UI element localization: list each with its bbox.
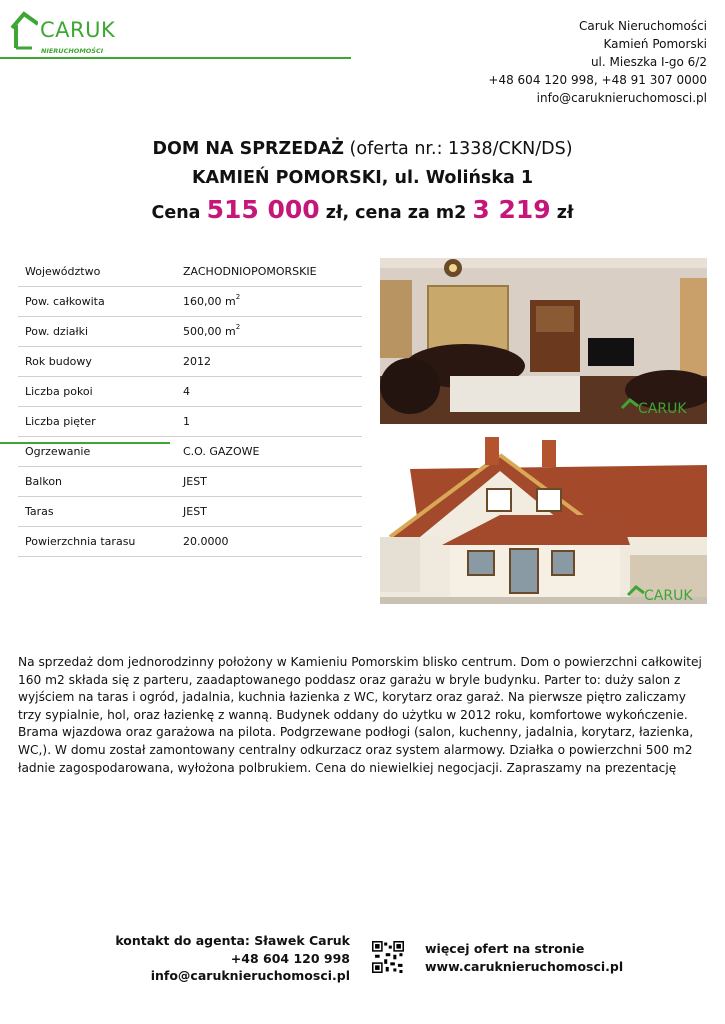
company-info [488, 17, 707, 107]
photo2-watermark: CARUK [644, 588, 693, 604]
company-name: Caruk Nieruchomości [578, 19, 707, 33]
table-row [18, 317, 362, 347]
detail-label: Liczba pokoi [25, 385, 93, 398]
detail-value: 2012 [183, 355, 211, 368]
price-per-m2-unit: zł [556, 203, 574, 223]
table-row [18, 497, 362, 527]
logo-name: CARUK [40, 18, 116, 42]
company-phones: +48 604 120 998, +48 91 307 0000 [488, 73, 707, 87]
table-row [18, 257, 362, 287]
price-label: Cena [151, 203, 201, 223]
table-row [18, 407, 362, 437]
detail-value: ZACHODNIOPOMORSKIE [183, 265, 317, 278]
details-table [18, 257, 362, 557]
offer-location: KAMIEŃ POMORSKI, ul. Wolińska 1 [191, 168, 534, 188]
detail-label: Pow. działki [25, 325, 89, 338]
table-row [18, 467, 362, 497]
company-city: Kamień Pomorski [603, 37, 707, 51]
detail-value [183, 325, 362, 338]
agent-email[interactable]: info@caruknieruchomosci.pl [150, 968, 350, 983]
price-line [0, 195, 725, 224]
company-logo[interactable] [10, 8, 116, 55]
qr-code-icon[interactable] [372, 941, 404, 973]
photo-living-room[interactable] [380, 258, 707, 424]
photo1-watermark: CARUK [638, 401, 687, 417]
offer-type: DOM NA SPRZEDAŻ [152, 139, 344, 159]
detail-label: Pow. całkowita [25, 295, 105, 308]
offer-number: (oferta nr.: 1338/CKN/DS) [349, 139, 573, 159]
detail-value: 1 [183, 415, 190, 428]
price-unit: zł, cena za m2 [325, 203, 467, 223]
price-value: 515 000 [206, 195, 320, 224]
section-divider [0, 442, 170, 444]
detail-value [183, 295, 362, 308]
more-offers [425, 940, 623, 975]
detail-label: Liczba pięter [25, 415, 96, 428]
table-row [18, 377, 362, 407]
detail-value: JEST [183, 475, 207, 488]
offer-title [0, 139, 725, 159]
detail-value: JEST [183, 505, 207, 518]
agent-name: kontakt do agenta: Sławek Caruk [115, 933, 350, 948]
photo-house-exterior[interactable] [380, 437, 707, 604]
detail-value-sup: 2 [235, 323, 241, 331]
price-per-m2-value: 3 219 [472, 195, 551, 224]
detail-label: Balkon [25, 475, 63, 488]
detail-value-text: 500,00 m [183, 325, 236, 338]
detail-label: Taras [25, 505, 54, 518]
table-row [18, 347, 362, 377]
detail-label: Województwo [25, 265, 101, 278]
logo-subtitle: NIERUCHOMOŚCI [41, 47, 104, 55]
living-room-image [380, 258, 707, 424]
table-row [18, 287, 362, 317]
house-exterior-image [380, 437, 707, 604]
detail-label: Powierzchnia tarasu [25, 535, 136, 548]
detail-value-sup: 2 [235, 293, 241, 301]
company-street: ul. Mieszka I-go 6/2 [590, 55, 707, 69]
detail-label: Rok budowy [25, 355, 92, 368]
agent-phone[interactable]: +48 604 120 998 [230, 950, 350, 966]
detail-value: 4 [183, 385, 190, 398]
header-divider [0, 57, 351, 59]
website-link[interactable]: www.caruknieruchomosci.pl [425, 958, 624, 974]
company-email[interactable]: info@caruknieruchomosci.pl [536, 91, 707, 105]
offer-description: Na sprzedaż dom jednorodzinny położony w Kamieniu Pomorskim blisko centrum. Dom o powierzchni całkowitej 160 m2 składa się z parteru, zaadaptowanego poddasz oraz garażu w bryle budynku. Parter to: duży salon z wyjściem na taras i ogród, jadalnia, kuchnia łazienka z WC, korytarz oraz garaż. Na pierwsze piętro zaliczamy trzy sypialnie, hol, oraz łazienkę z wanną. Budynek oddany do użytku w 2012 roku, komfortowe wykończenie. Brama wjazdowa oraz garażowa na pilota. Podgrzewane podłogi (salon, kuchenny, jadalnia, korytarz, łazienka, WC,). W domu został zamontowany centralny odkurzacz oraz system alarmowy. Działka o powierzchni 500 m2 ładnie zagospodarowana, wyłożona polbrukiem. Cena do niewielkiej negocjacji. Zapraszamy na prezentację [18, 655, 702, 775]
detail-label: Ogrzewanie [25, 445, 91, 458]
detail-value-text: 160,00 m [183, 295, 236, 308]
detail-value: 20.0000 [183, 535, 229, 548]
agent-contact [115, 932, 350, 985]
more-offers-label: więcej ofert na stronie [425, 941, 585, 956]
house-logo-icon [10, 10, 38, 50]
table-row [18, 527, 362, 557]
detail-value: C.O. GAZOWE [183, 445, 260, 458]
